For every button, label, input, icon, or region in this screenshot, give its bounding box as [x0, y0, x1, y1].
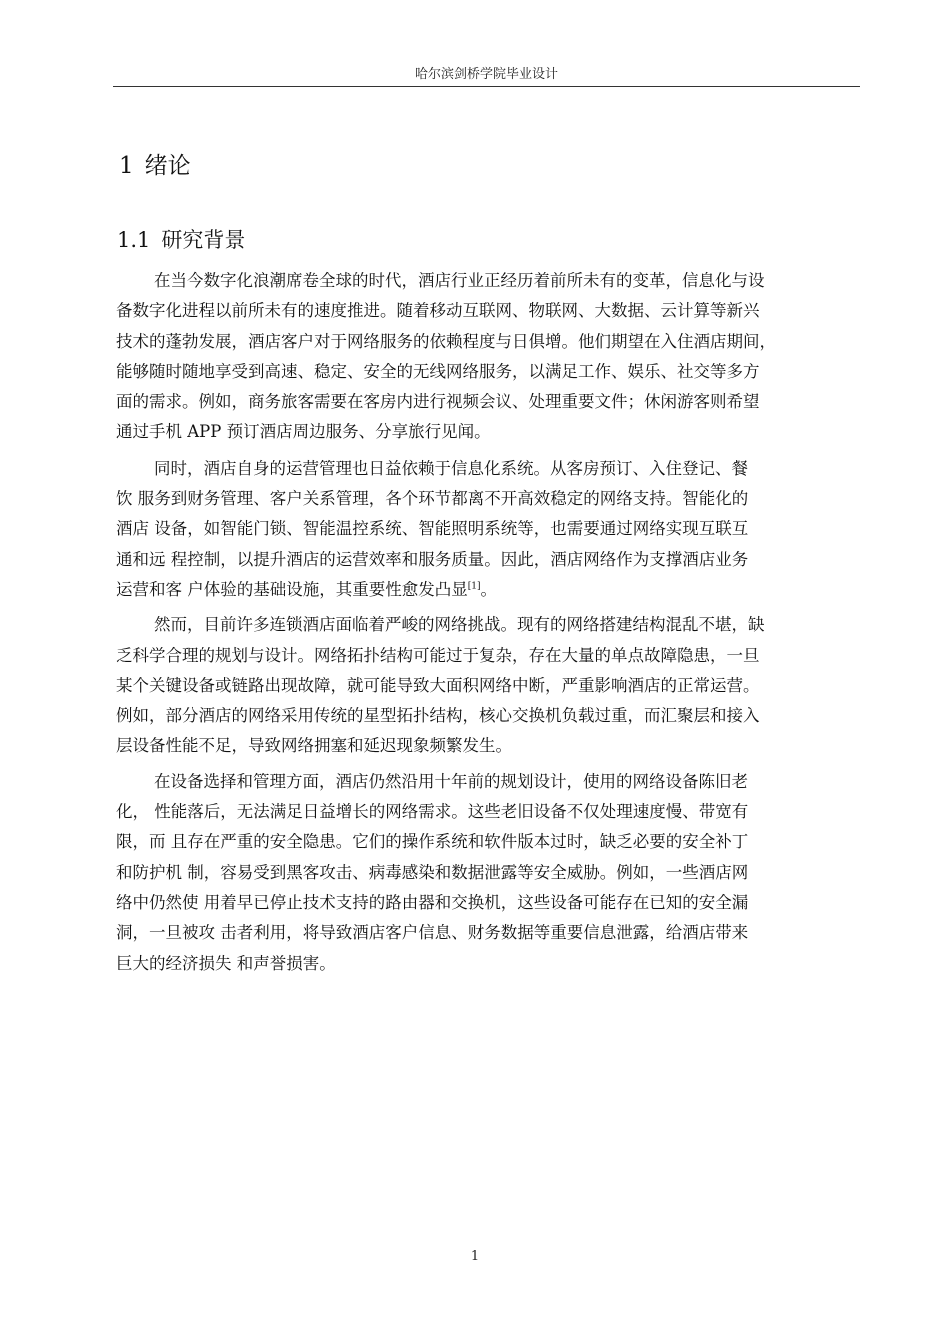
paragraph: [116, 767, 862, 979]
paragraph: [116, 454, 862, 605]
paragraph-line: 在设备选择和管理方面，酒店仍然沿用十年前的规划设计，使用的网络设备陈旧老: [154, 771, 748, 791]
paragraph-line: 通过手机 APP 预订酒店周边服务、分享旅行见闻。: [116, 422, 491, 442]
paragraph-line-tail: 。: [480, 579, 497, 599]
paragraph-line: [116, 575, 862, 605]
chapter-title-text: 绪论: [144, 153, 191, 179]
paragraph-line: 技术的蓬勃发展，酒店客户对于网络服务的依赖程度与日俱增。他们期望在入住酒店期间，: [116, 331, 776, 351]
chapter-title: [119, 150, 191, 182]
paragraph-line: 某个关键设备或链路出现故障，就可能导致大面积网络中断，严重影响酒店的正常运营。: [116, 675, 760, 695]
paragraph-line: 巨大的经济损失 和声誉损害。: [116, 953, 336, 973]
paragraph-line: 面的需求。例如，商务旅客需要在客房内进行视频会议、处理重要文件；休闲游客则希望: [116, 392, 760, 412]
paragraph: [116, 266, 862, 448]
paragraph: [116, 610, 862, 761]
citation-ref[interactable]: [1]: [467, 581, 481, 592]
paragraph-line: 例如，部分酒店的网络采用传统的星型拓扑结构，核心交换机负载过重，而汇聚层和接入: [116, 706, 760, 726]
paragraph-line-text: 运营和客 户体验的基础设施，其重要性愈发凸显: [116, 579, 468, 599]
body-text: [116, 266, 862, 979]
section-number: 1.1: [117, 228, 151, 252]
page-header: [113, 66, 860, 87]
paragraph-line: 备数字化进程以前所未有的速度推进。随着移动互联网、物联网、大数据、云计算等新兴: [116, 301, 760, 321]
paragraph-line: 酒店 设备，如智能门锁、智能温控系统、智能照明系统等，也需要通过网络实现互联互: [116, 519, 749, 539]
paragraph-line: 化， 性能落后，无法满足日益增长的网络需求。这些老旧设备不仅处理速度慢、带宽有: [116, 802, 749, 822]
paragraph-line: 洞，一旦被攻 击者利用，将导致酒店客户信息、财务数据等重要信息泄露，给酒店带来: [116, 923, 749, 943]
section-title-text: 研究背景: [161, 228, 246, 252]
paragraph-line: 然而，目前许多连锁酒店面临着严峻的网络挑战。现有的网络搭建结构混乱不堪，缺: [154, 615, 765, 635]
paragraph-line: 能够随时随地享受到高速、稳定、安全的无线网络服务，以满足工作、娱乐、社交等多方: [116, 361, 760, 381]
paragraph-line: 通和远 程控制，以提升酒店的运营效率和服务质量。因此，酒店网络作为支撑酒店业务: [116, 549, 749, 569]
paragraph-line: 限，而 且存在严重的安全隐患。它们的操作系统和软件版本过时，缺乏必要的安全补丁: [116, 832, 749, 852]
paragraph-line: 络中仍然使 用着早已停止技术支持的路由器和交换机，这些设备可能存在已知的安全漏: [116, 892, 749, 912]
page-number: 1: [470, 1249, 480, 1264]
chapter-number: 1: [119, 153, 134, 179]
paragraph-line: 乏科学合理的规划与设计。网络拓扑结构可能过于复杂，存在大量的单点故障隐患，一旦: [116, 645, 760, 665]
section-title: [117, 224, 245, 256]
paragraph-line: 层设备性能不足，导致网络拥塞和延迟现象频繁发生。: [116, 736, 512, 756]
paragraph-line: 和防护机 制，容易受到黑客攻击、病毒感染和数据泄露等安全威胁。例如，一些酒店网: [116, 862, 749, 882]
paragraph-line: 在当今数字化浪潮席卷全球的时代，酒店行业正经历着前所未有的变革，信息化与设: [154, 271, 765, 290]
paragraph-line: 同时，酒店自身的运营管理也日益依赖于信息化系统。从客房预订、入住登记、餐: [154, 458, 748, 478]
paragraph-line: 饮 服务到财务管理、客户关系管理，各个环节都离不开高效稳定的网络支持。智能化的: [116, 489, 749, 509]
header-text: 哈尔滨剑桥学院毕业设计: [414, 67, 558, 82]
